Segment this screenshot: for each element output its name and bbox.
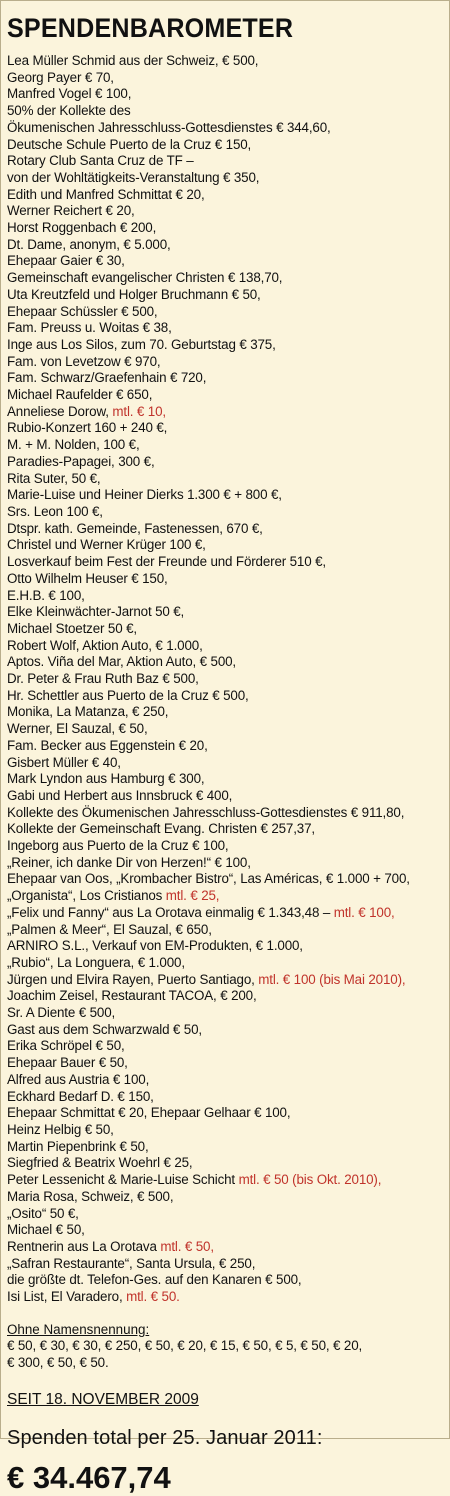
donor-text: Inge aus Los Silos, zum 70. Geburtstag € 375, <box>7 336 276 352</box>
donor-entry <box>7 805 441 822</box>
donor-entry <box>7 1222 441 1239</box>
total-amount: € 34.467,74 <box>7 1459 171 1495</box>
donor-text: 50% der Kollekte des <box>7 103 131 119</box>
donor-text: Kollekte der Gemeinschaft Evang. Christen € 257,37, <box>7 821 315 837</box>
donor-entry <box>7 1189 441 1206</box>
donor-text: Edith und Manfred Schmittat € 20, <box>7 186 205 202</box>
donor-text: Fam. Preuss u. Woitas € 38, <box>7 320 172 336</box>
donor-entry <box>7 1122 441 1139</box>
monthly-note: mtl. € 10, <box>112 403 166 419</box>
donor-entry <box>7 337 441 354</box>
donor-text: Dt. Dame, anonym, € 5.000, <box>7 236 171 252</box>
donor-text: „Safran Restaurante“, Santa Ursula, € 250, <box>7 1255 256 1271</box>
donor-entry <box>7 755 441 772</box>
donor-text: Erika Schröpel € 50, <box>7 1038 125 1054</box>
donor-text: Rotary Club Santa Cruz de TF – <box>7 153 194 169</box>
donor-text: Heinz Helbig € 50, <box>7 1122 114 1137</box>
donor-text: von der Wohltätigkeits-Veranstaltung € 350, <box>7 169 260 185</box>
donor-text: Alfred aus Austria € 100, <box>7 1071 150 1087</box>
donor-entry <box>7 70 441 87</box>
anonymous-amounts <box>7 1338 441 1371</box>
donor-entry <box>7 320 441 337</box>
donor-entry <box>7 187 441 204</box>
donor-text: „Felix und Fanny“ aus La Orotava einmalig € 1.343,48 – <box>7 904 334 920</box>
donor-entry <box>7 922 441 939</box>
donor-entry <box>7 1206 441 1223</box>
donor-entry <box>7 738 441 755</box>
donor-text: Michael € 50, <box>7 1222 85 1238</box>
donor-text: Fam. Schwarz/Graefenhain € 720, <box>7 370 207 386</box>
donor-text: „Rubio“, La Longuera, € 1.000, <box>7 954 185 970</box>
monthly-note: mtl. € 100 (bis Mai 2010), <box>258 971 406 987</box>
donor-text: Elke Kleinwächter-Jarnot 50 €, <box>7 604 185 620</box>
donor-text: die größte dt. Telefon-Ges. auf den Kanaren € 500, <box>7 1272 302 1288</box>
donor-entry <box>7 170 441 187</box>
donor-entry <box>7 253 441 270</box>
donor-entry <box>7 1289 441 1306</box>
donor-text: E.H.B. € 100, <box>7 587 85 603</box>
donor-entry <box>7 487 441 504</box>
donor-text: Aptos. Viña del Mar, Aktion Auto, € 500, <box>7 654 236 670</box>
donor-entry <box>7 972 441 989</box>
donor-text: Anneliese Dorow, <box>7 403 113 419</box>
donor-text: Gabi und Herbert aus Innsbruck € 400, <box>7 787 233 803</box>
donor-entry <box>7 387 441 404</box>
donor-text: Losverkauf beim Fest der Freunde und Förderer 510 €, <box>7 554 326 570</box>
donor-text: Michael Stoetzer 50 €, <box>7 620 137 636</box>
donor-entry <box>7 471 441 488</box>
donor-entry <box>7 721 441 738</box>
donor-text: Sr. A Diente € 500, <box>7 1005 116 1021</box>
donor-text: Kollekte des Ökumenischen Jahresschluss-Gottesdienstes € 911,80, <box>7 804 405 820</box>
donor-text: Manfred Vogel € 100, <box>7 86 132 102</box>
donor-entry <box>7 771 441 788</box>
donor-entry <box>7 821 441 838</box>
donor-text: Srs. Leon 100 €, <box>7 503 103 519</box>
anonymous-line: € 50, € 30, € 30, € 250, € 50, € 20, € 15, € 50, € 5, € 50, € 20, <box>7 1338 363 1354</box>
donor-entry <box>7 688 441 705</box>
donor-entry <box>7 220 441 237</box>
total-label: Spenden total per 25. Januar 2011: <box>7 1426 323 1449</box>
donor-text: Ökumenischen Jahresschluss-Gottesdienstes € 344,60, <box>7 119 331 135</box>
donor-text: Monika, La Matanza, € 250, <box>7 704 169 720</box>
donor-text: Peter Lessenicht & Marie-Luise Schicht <box>7 1172 239 1188</box>
donor-entry <box>7 1072 441 1089</box>
donor-entry <box>7 1105 441 1122</box>
donor-text: Rubio-Konzert 160 + 240 €, <box>7 420 168 436</box>
donor-text: „Osito“ 50 €, <box>7 1205 79 1221</box>
donor-entry <box>7 788 441 805</box>
donor-entry <box>7 571 441 588</box>
monthly-note: mtl. € 100, <box>333 904 395 920</box>
donor-entry <box>7 53 441 70</box>
donor-text: Eckhard Bedarf D. € 150, <box>7 1088 154 1104</box>
monthly-note: mtl. € 25, <box>165 888 220 904</box>
donor-entry <box>7 1272 441 1289</box>
donor-text: Gisbert Müller € 40, <box>7 754 121 770</box>
donor-text: Gast aus dem Schwarzwald € 50, <box>7 1021 202 1037</box>
donor-text: Werner Reichert € 20, <box>7 203 135 219</box>
donor-entry <box>7 237 441 254</box>
donor-entry <box>7 1005 441 1022</box>
donor-text: Georg Payer € 70, <box>7 69 114 85</box>
donor-text: Maria Rosa, Schweiz, € 500, <box>7 1188 174 1204</box>
donor-text: Horst Roggenbach € 200, <box>7 220 157 236</box>
donor-entry <box>7 554 441 571</box>
donor-entry <box>7 521 441 538</box>
donor-text: Joachim Zeisel, Restaurant TACOA, € 200, <box>7 988 257 1004</box>
donor-text: Ehepaar Bauer € 50, <box>7 1055 128 1071</box>
donor-text: „Organista“, Los Cristianos <box>7 888 166 904</box>
donor-text: Hr. Schettler aus Puerto de la Cruz € 500, <box>7 687 249 703</box>
donor-entry <box>7 86 441 103</box>
donor-entry <box>7 103 441 120</box>
donor-entry <box>7 137 441 154</box>
donor-entry <box>7 871 441 888</box>
donor-text: Ehepaar Schüssler € 500, <box>7 303 158 319</box>
donor-entry <box>7 203 441 220</box>
donor-entry <box>7 504 441 521</box>
donor-entry <box>7 604 441 621</box>
donor-entry <box>7 988 441 1005</box>
donor-text: Lea Müller Schmid aus der Schweiz, € 500, <box>7 53 259 68</box>
donor-text: Dr. Peter & Frau Ruth Baz € 500, <box>7 671 199 687</box>
donor-entry <box>7 638 441 655</box>
donor-entry <box>7 1239 441 1256</box>
donor-text: Ehepaar van Oos, „Krombacher Bistro“, Las Américas, € 1.000 + 700, <box>7 871 410 887</box>
donor-entry <box>7 404 441 421</box>
donor-entry <box>7 120 441 137</box>
donor-entry <box>7 838 441 855</box>
donor-text: Ehepaar Gaier € 30, <box>7 253 125 269</box>
donor-entry <box>7 905 441 922</box>
donor-entry <box>7 304 441 321</box>
donor-text: Deutsche Schule Puerto de la Cruz € 150, <box>7 136 252 152</box>
donor-entry <box>7 1089 441 1106</box>
donor-entry <box>7 704 441 721</box>
donor-text: Rita Suter, 50 €, <box>7 470 101 486</box>
anonymous-heading: Ohne Namensnennung: <box>7 1321 150 1337</box>
donor-entry <box>7 588 441 605</box>
donor-entry <box>7 437 441 454</box>
donor-text: Fam. Becker aus Eggenstein € 20, <box>7 737 208 753</box>
donor-text: Mark Lyndon aus Hamburg € 300, <box>7 771 205 787</box>
donor-entry <box>7 671 441 688</box>
donor-text: M. + M. Nolden, 100 €, <box>7 437 140 453</box>
donor-text: Siegfried & Beatrix Woehrl € 25, <box>7 1155 193 1171</box>
donor-text: Robert Wolf, Aktion Auto, € 1.000, <box>7 637 203 653</box>
monthly-note: mtl. € 50 (bis Okt. 2010), <box>238 1172 382 1188</box>
donor-entry <box>7 1022 441 1039</box>
page-title: SPENDENBAROMETER <box>7 13 294 43</box>
donor-text: Gemeinschaft evangelischer Christen € 138,70, <box>7 270 283 286</box>
donor-text: Otto Wilhelm Heuser € 150, <box>7 570 168 586</box>
anonymous-line: € 300, € 50, € 50. <box>7 1355 109 1371</box>
donor-text: „Reiner, ich danke Dir von Herzen!“ € 100, <box>7 854 251 870</box>
donor-text: Christel und Werner Krüger 100 €, <box>7 537 206 553</box>
monthly-note: mtl. € 50. <box>126 1289 180 1305</box>
donor-entry <box>7 1256 441 1273</box>
donor-entry <box>7 1172 441 1189</box>
donor-entry <box>7 1139 441 1156</box>
donor-entry <box>7 1055 441 1072</box>
donor-list <box>7 53 441 1306</box>
donor-text: Fam. von Levetzow € 970, <box>7 353 161 369</box>
donor-text: Jürgen und Elvira Rayen, Puerto Santiago, <box>7 971 259 987</box>
donor-text: Martin Piepenbrink € 50, <box>7 1138 149 1154</box>
donor-text: ARNIRO S.L., Verkauf von EM-Produkten, € 1.000, <box>7 938 303 954</box>
donor-text: Dtspr. kath. Gemeinde, Fastenessen, 670 €, <box>7 520 263 536</box>
donor-entry <box>7 370 441 387</box>
donor-entry <box>7 354 441 371</box>
donor-text: Werner, El Sauzal, € 50, <box>7 721 148 737</box>
donor-entry <box>7 888 441 905</box>
donor-entry <box>7 420 441 437</box>
donor-entry <box>7 270 441 287</box>
donor-text: Ehepaar Schmittat € 20, Ehepaar Gelhaar € 100, <box>7 1105 291 1121</box>
donor-entry <box>7 454 441 471</box>
donor-text: Michael Raufelder € 650, <box>7 387 153 403</box>
donor-entry <box>7 1155 441 1172</box>
donor-entry <box>7 955 441 972</box>
donor-entry <box>7 153 441 170</box>
donor-text: Marie-Luise und Heiner Dierks 1.300 € + 800 €, <box>7 487 282 503</box>
since-date: SEIT 18. NOVEMBER 2009 <box>7 1390 199 1408</box>
donor-text: Paradies-Papagei, 300 €, <box>7 453 155 469</box>
donor-entry <box>7 621 441 638</box>
donor-entry <box>7 938 441 955</box>
donor-entry <box>7 1038 441 1055</box>
donor-entry <box>7 537 441 554</box>
donor-text: Ingeborg aus Puerto de la Cruz € 100, <box>7 838 229 854</box>
donor-entry <box>7 855 441 872</box>
donor-text: Rentnerin aus La Orotava <box>7 1238 161 1254</box>
donor-text: „Palmen & Meer“, El Sauzal, € 650, <box>7 921 212 937</box>
donor-text: Isi List, El Varadero, <box>7 1289 127 1305</box>
donor-entry <box>7 287 441 304</box>
monthly-note: mtl. € 50, <box>160 1238 214 1254</box>
donor-text: Uta Kreutzfeld und Holger Bruchmann € 50, <box>7 286 261 302</box>
donor-entry <box>7 654 441 671</box>
